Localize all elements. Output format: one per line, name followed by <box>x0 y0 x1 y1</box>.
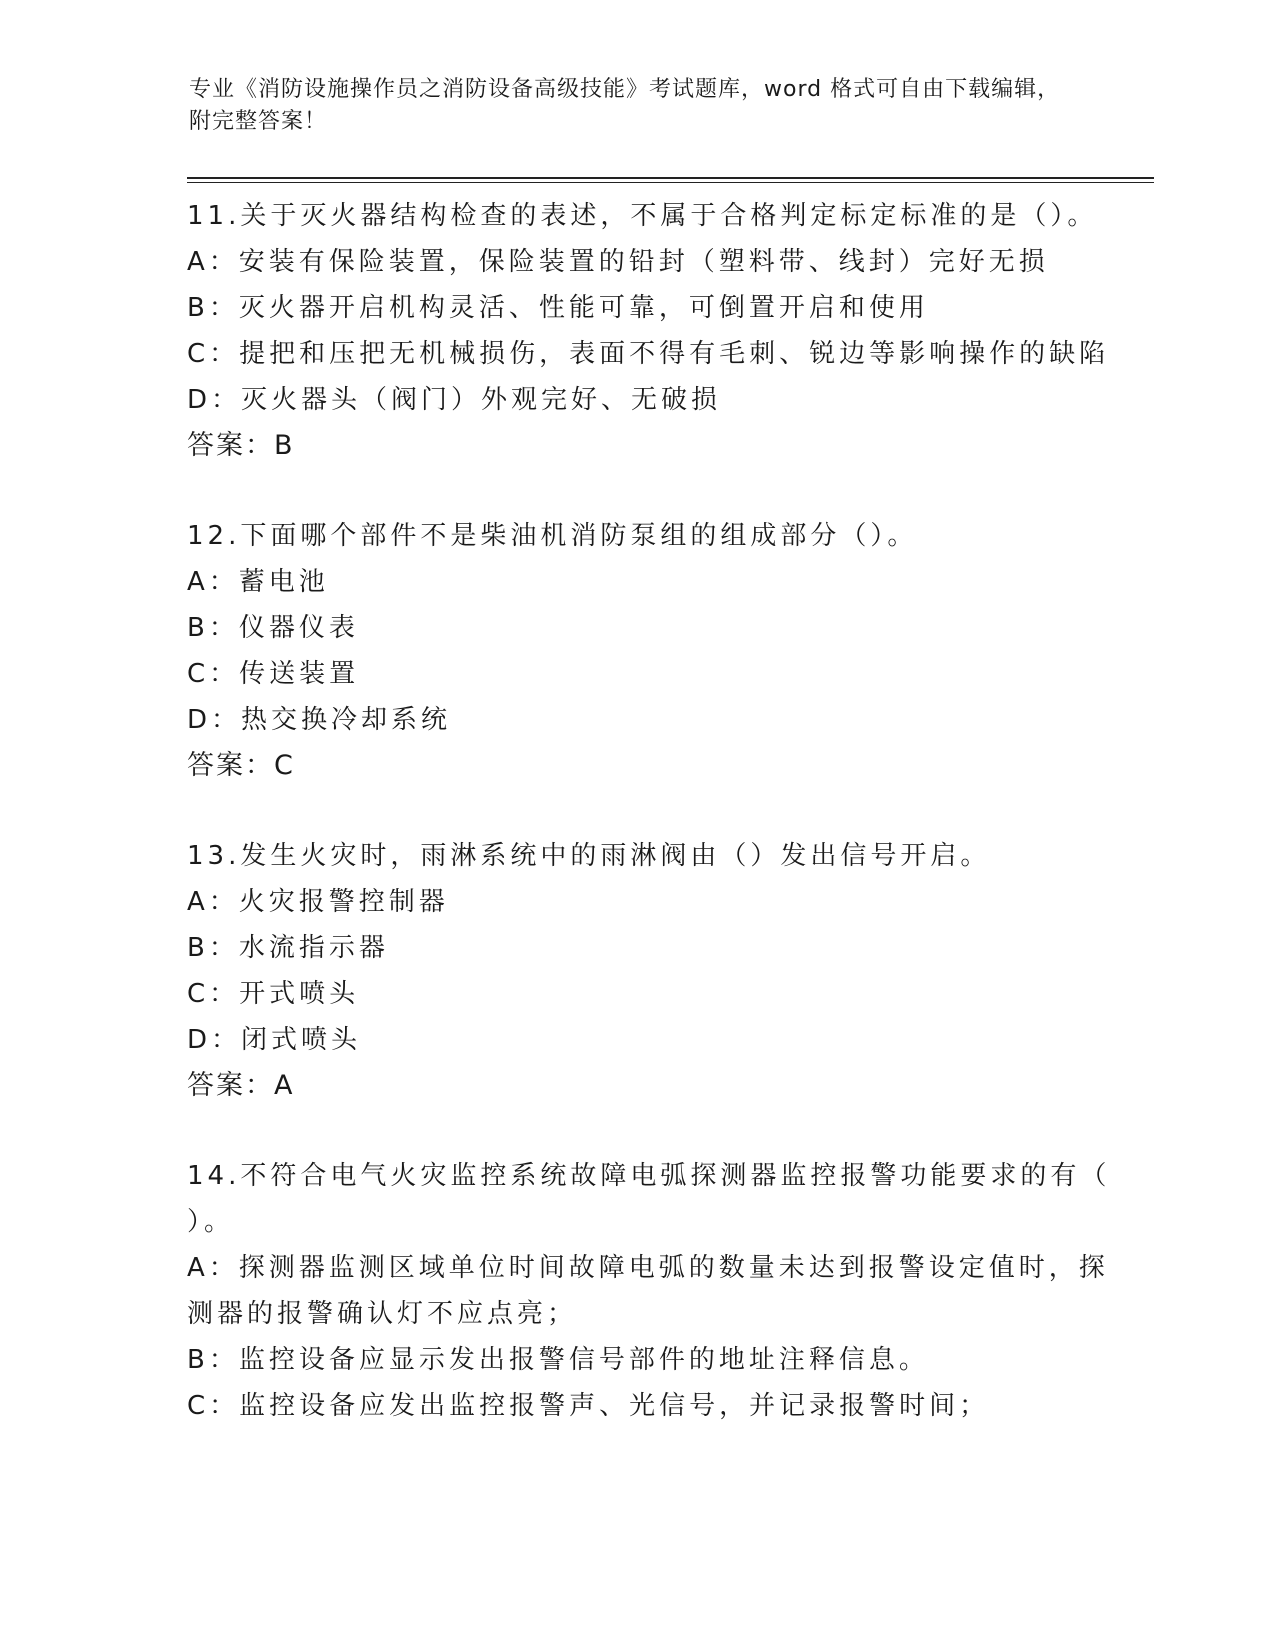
question-stem: 12.下面哪个部件不是柴油机消防泵组的组成部分（）。 <box>187 521 918 551</box>
header-rule-thick <box>187 177 1154 179</box>
question-13 <box>187 833 1087 1109</box>
answer: 答案：A <box>187 1070 295 1101</box>
question-stem: 13.发生火灾时，雨淋系统中的雨淋阀由（）发出信号开启。 <box>187 841 991 871</box>
question-stem-line-1: 14.不符合电气火灾监控系统故障电弧探测器监控报警功能要求的有（ <box>187 1161 1111 1191</box>
question-stem-line-2: ）。 <box>187 1207 235 1237</box>
option-b: B：水流指示器 <box>187 933 389 963</box>
option-a: A：安装有保险装置，保险装置的铅封（塑料带、线封）完好无损 <box>187 247 1049 277</box>
option-a-line-2: 测器的报警确认灯不应点亮； <box>187 1299 578 1329</box>
option-d: D：灭火器头（阀门）外观完好、无破损 <box>187 385 722 415</box>
question-11 <box>187 193 1110 469</box>
option-d: D：闭式喷头 <box>187 1025 362 1055</box>
option-b: B：灭火器开启机构灵活、性能可靠，可倒置开启和使用 <box>187 293 929 323</box>
question-list <box>187 193 1111 1473</box>
option-a: A：蓄电池 <box>187 567 329 597</box>
header-rule-thin <box>187 182 1154 183</box>
option-c: C：监控设备应发出监控报警声、光信号，并记录报警时间； <box>187 1391 990 1421</box>
option-b: B：仪器仪表 <box>187 613 359 643</box>
option-a-line-1: A：探测器监测区域单位时间故障电弧的数量未达到报警设定值时，探 <box>187 1253 1109 1283</box>
option-c: C：提把和压把无机械损伤，表面不得有毛刺、锐边等影响操作的缺陷 <box>187 339 1110 369</box>
answer: 答案：C <box>187 750 295 781</box>
document-header: 专业《消防设施操作员之消防设备高级技能》考试题库，word 格式可自由下载编辑，附完整答案！ <box>189 77 1061 134</box>
option-b: B：监控设备应显示发出报警信号部件的地址注释信息。 <box>187 1345 929 1375</box>
option-d: D：热交换冷却系统 <box>187 705 452 735</box>
option-c: C：开式喷头 <box>187 979 360 1009</box>
option-c: C：传送装置 <box>187 659 360 689</box>
question-stem: 11.关于灭火器结构检查的表述，不属于合格判定标定标准的是（）。 <box>187 201 1098 231</box>
question-14 <box>187 1153 1111 1429</box>
question-12 <box>187 513 1087 789</box>
option-a: A：火灾报警控制器 <box>187 887 449 917</box>
answer: 答案：B <box>187 430 295 461</box>
